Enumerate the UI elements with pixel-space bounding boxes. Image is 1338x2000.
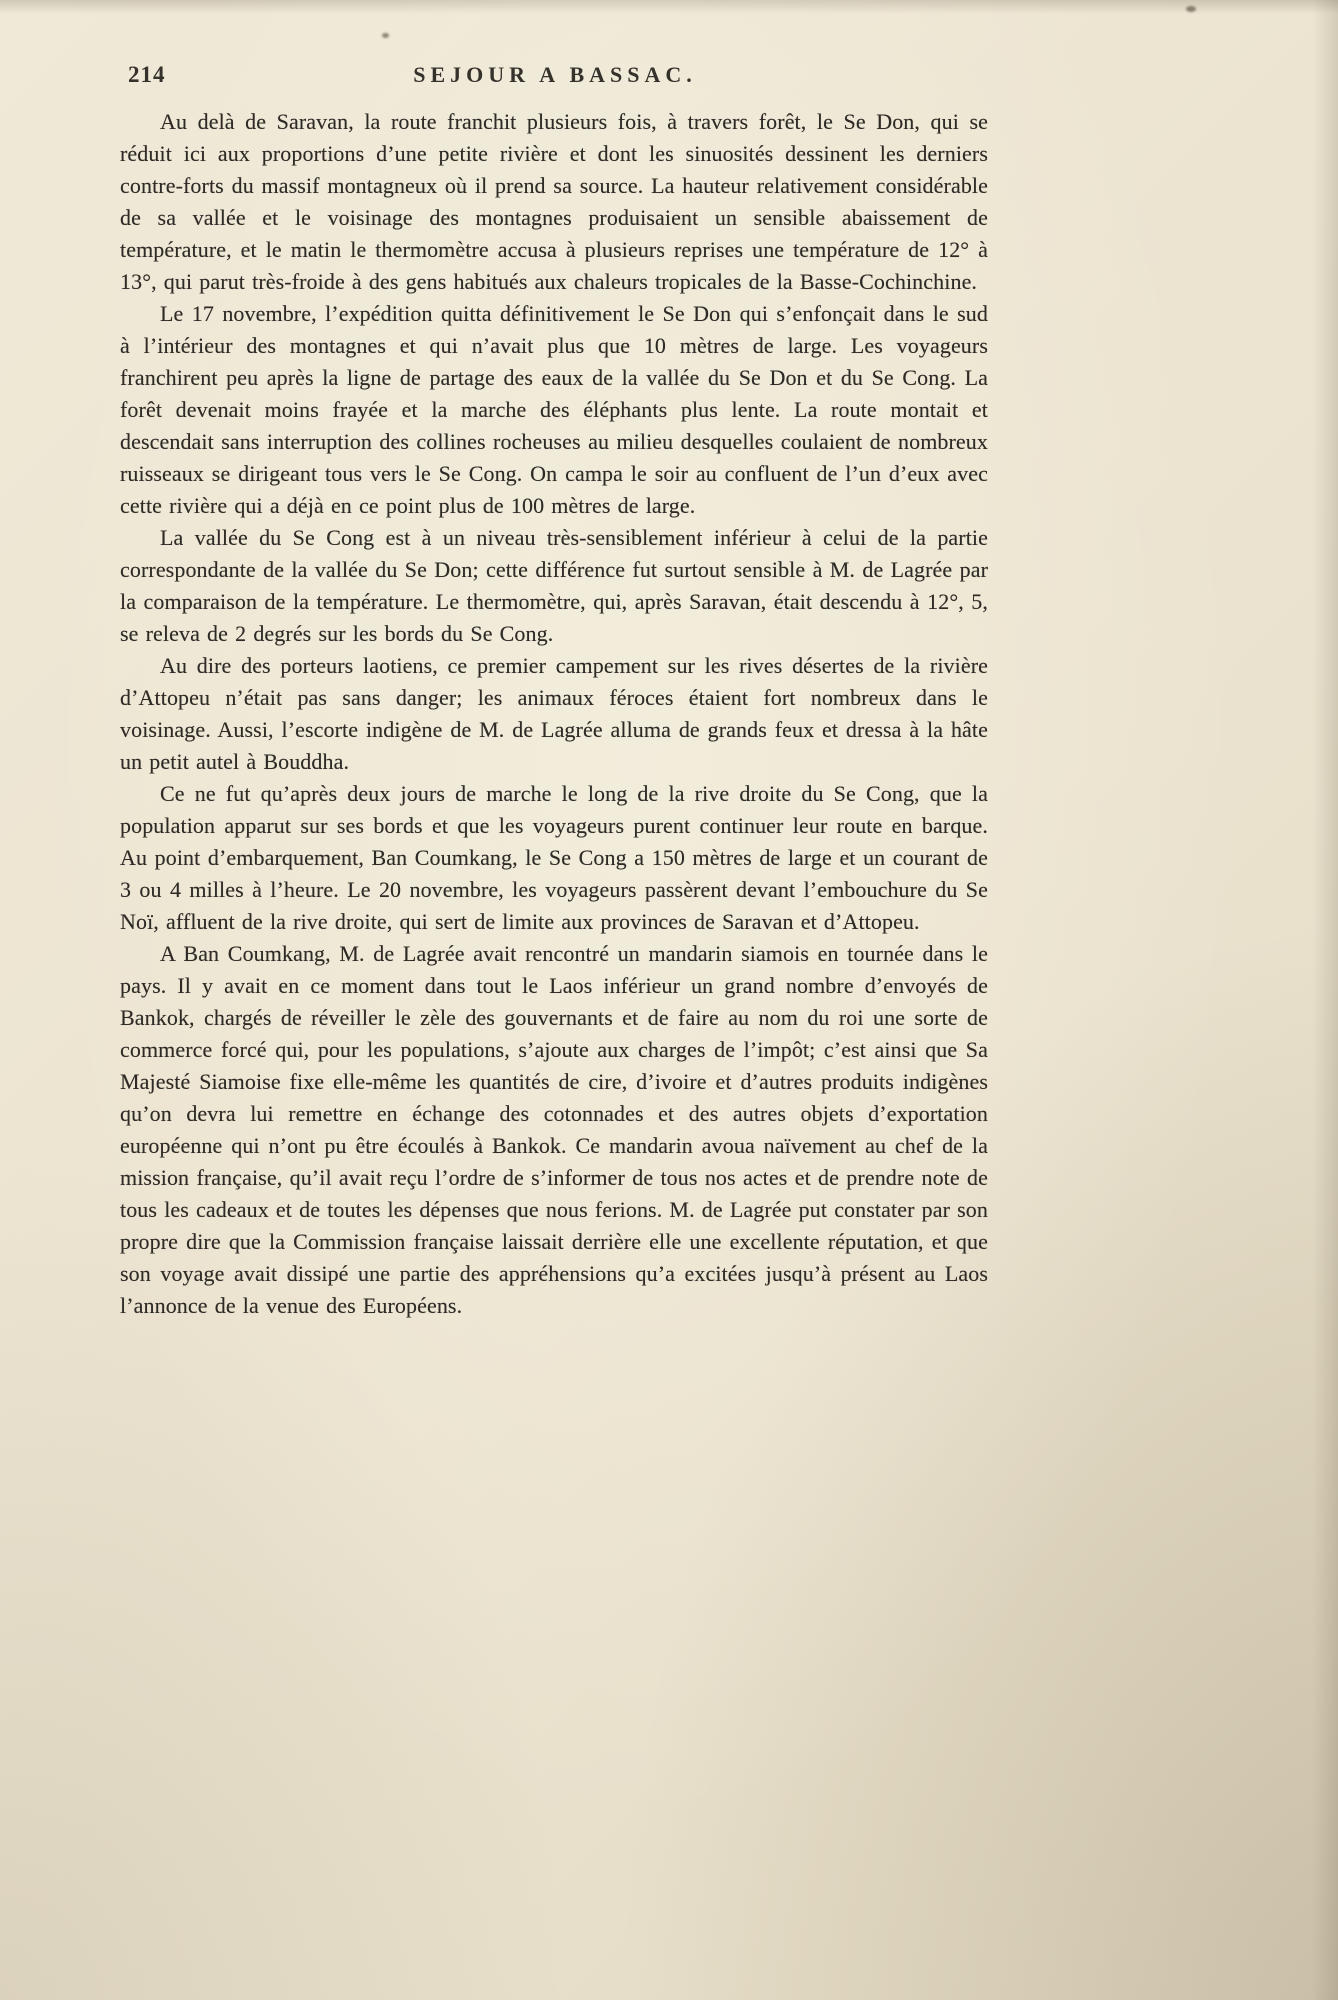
paragraph: La vallée du Se Cong est à un niveau très-sensiblement inférieur à celui de la partie correspondante de la vallée du Se Don; cette différence fut surtout sensible à M. de Lagrée par la comparaison de la température. Le thermomètre, qui, après Saravan, était descendu à 12°, 5, se releva de 2 degrés sur les bords du Se Cong.: [120, 525, 988, 646]
page-number: 214: [128, 62, 166, 87]
paragraph: Le 17 novembre, l’expédition quitta définitivement le Se Don qui s’enfonçait dans le sud à l’intérieur des montagnes et qui n’avait plus que 10 mètres de large. Les voyageurs franchirent peu après la ligne de partage des eaux de la vallée du Se Don et du Se Cong. La forêt devenait moins frayée et la marche des éléphants plus lente. La route montait et descendait sans interruption des collines rocheuses au milieu desquelles coulaient de nombreux ruisseaux se dirigeant tous vers le Se Cong. On campa le soir au confluent de l’un d’eux avec cette rivière qui a déjà en ce point plus de 100 mètres de large.: [120, 301, 988, 518]
paragraph: Ce ne fut qu’après deux jours de marche le long de la rive droite du Se Cong, que la population apparut sur ses bords et que les voyageurs purent continuer leur route en barque. Au point d’embarquement, Ban Coumkang, le Se Cong a 150 mètres de large et un courant de 3 ou 4 milles à l’heure. Le 20 novembre, les voyageurs passèrent devant l’embouchure du Se Noï, affluent de la rive droite, qui sert de limite aux provinces de Saravan et d’Attopeu.: [120, 781, 988, 934]
paragraph: Au delà de Saravan, la route franchit plusieurs fois, à travers forêt, le Se Don, qui se réduit ici aux proportions d’une petite rivière et dont les sinuosités dessinent les derniers contre-forts du massif montagneux où il prend sa source. La hauteur relativement considérable de sa vallée et le voisinage des montagnes produisaient un sensible abaissement de température, et le matin le thermomètre accusa à plusieurs reprises une température de 12° à 13°, qui parut très-froide à des gens habitués aux chaleurs tropicales de la Basse-Cochinchine.: [120, 109, 988, 294]
paragraph: A Ban Coumkang, M. de Lagrée avait rencontré un mandarin siamois en tournée dans le pays. Il y avait en ce moment dans tout le Laos inférieur un grand nombre d’envoyés de Bankok, chargés de réveiller le zèle des gouvernants et de faire au nom du roi une sorte de commerce forcé qui, pour les populations, s’ajoute aux charges de l’impôt; c’est ainsi que Sa Majesté Siamoise fixe elle-même les quantités de cire, d’ivoire et d’autres produits indigènes qu’on devra lui remettre en échange des cotonnades et des autres objets d’exportation européenne qui n’ont pu être écoulés à Bankok. Ce mandarin avoua naïvement au chef de la mission française, qu’il avait reçu l’ordre de s’informer de tous nos actes et de prendre note de tous les cadeaux et de toutes les dépenses que nous ferions. M. de Lagrée put constater par son propre dire que la Commission française laissait derrière elle une excellente réputation, et que son voyage avait dissipé une partie des appréhensions qu’a excitées jusqu’à présent au Laos l’annonce de la venue des Européens.: [120, 941, 988, 1318]
text-block: [120, 106, 988, 1322]
page-header: [120, 62, 990, 92]
page-title: SEJOUR A BASSAC.: [413, 62, 697, 87]
paper-speck: [382, 33, 389, 38]
paragraph: Au dire des porteurs laotiens, ce premier campement sur les rives désertes de la rivière d’Attopeu n’était pas sans danger; les animaux féroces étaient fort nombreux dans le voisinage. Aussi, l’escorte indigène de M. de Lagrée alluma de grands feux et dressa à la hâte un petit autel à Bouddha.: [120, 653, 988, 774]
paper-speck: [1186, 6, 1196, 12]
